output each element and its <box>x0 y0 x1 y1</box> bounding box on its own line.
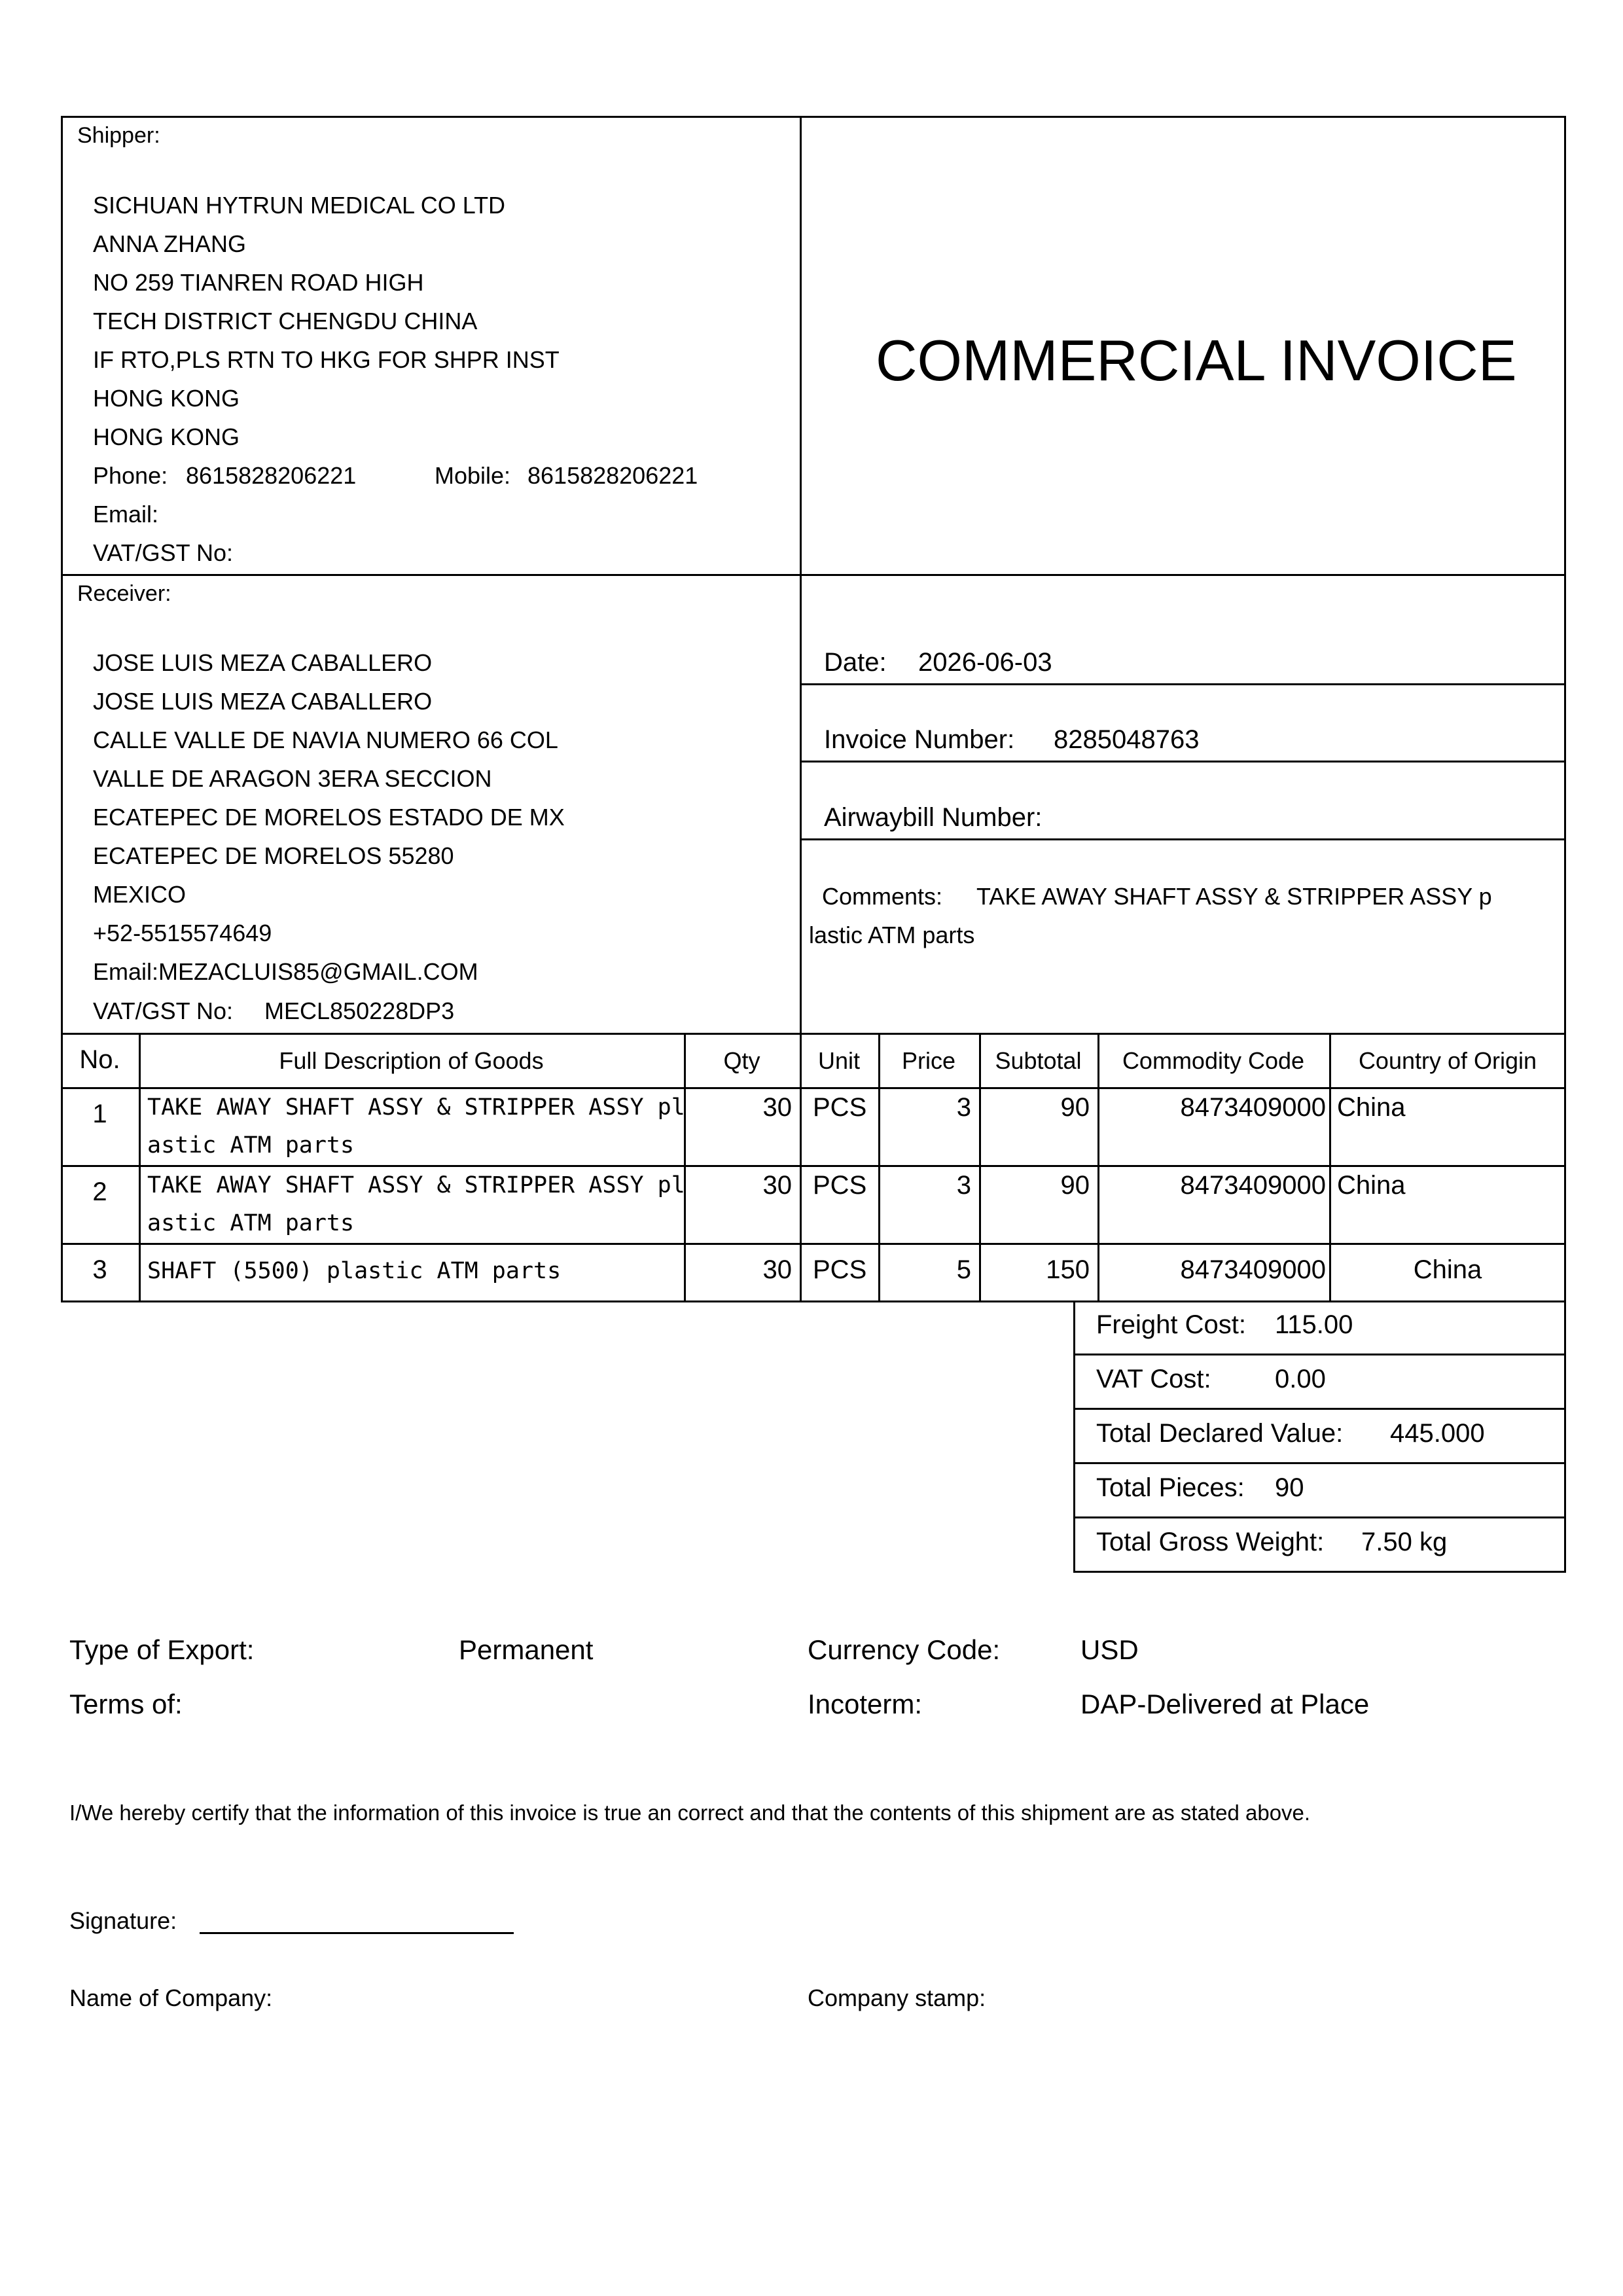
col-header-subtotal: Subtotal <box>995 1047 1082 1074</box>
signature-line[interactable] <box>200 1932 514 1934</box>
comments-line1: TAKE AWAY SHAFT ASSY & STRIPPER ASSY p <box>976 883 1492 910</box>
shipper-line: NO 259 TIANREN ROAD HIGH <box>93 269 424 296</box>
freight-cost: 115.00 <box>1275 1310 1353 1339</box>
shipper-line: SICHUAN HYTRUN MEDICAL CO LTD <box>93 192 506 219</box>
shipper-line: ANNA ZHANG <box>93 230 247 257</box>
col-header-price: Price <box>901 1047 956 1074</box>
shipper-label: Shipper: <box>77 123 160 148</box>
shipper-address <box>93 186 560 456</box>
total-pieces-label: Total Pieces: <box>1096 1473 1245 1502</box>
col-header-no: No. <box>79 1045 120 1074</box>
col-header-qty: Qty <box>723 1047 760 1074</box>
cell-no: 3 <box>92 1255 107 1284</box>
totals-divider <box>1073 1408 1566 1410</box>
cell-qty: 30 <box>762 1171 792 1200</box>
receiver-line: ECATEPEC DE MORELOS ESTADO DE MX <box>93 804 565 831</box>
table-header-bottom <box>61 1087 1566 1089</box>
terms-label: Terms of: <box>69 1689 183 1719</box>
totals-divider <box>1073 1462 1566 1464</box>
vat-cost-label: VAT Cost: <box>1096 1365 1211 1393</box>
cell-unit: PCS <box>813 1093 867 1122</box>
invoice-number: 8285048763 <box>1054 725 1200 754</box>
export-type-label: Type of Export: <box>69 1634 255 1665</box>
currency-code: USD <box>1080 1634 1139 1665</box>
cell-description-cont: astic ATM parts <box>147 1210 355 1236</box>
cell-origin: China <box>1337 1093 1406 1122</box>
totals-divider <box>1073 1516 1566 1518</box>
receiver-line: JOSE LUIS MEZA CABALLERO <box>93 688 433 715</box>
cell-subtotal: 90 <box>1060 1171 1090 1200</box>
shipper-receiver-divider <box>61 574 1566 576</box>
receiver-line: CALLE VALLE DE NAVIA NUMERO 66 COL <box>93 726 558 753</box>
freight-cost-label: Freight Cost: <box>1096 1310 1246 1339</box>
incoterm: DAP-Delivered at Place <box>1080 1689 1370 1719</box>
shipper-line: HONG KONG <box>93 385 240 412</box>
col-header-description: Full Description of Goods <box>279 1047 544 1074</box>
col-header-commodity-code: Commodity Code <box>1122 1047 1305 1074</box>
shipper-phone-label: Phone: <box>93 462 168 489</box>
invoice-number-label: Invoice Number: <box>824 725 1015 754</box>
cell-price: 3 <box>956 1171 971 1200</box>
certification-statement: I/We hereby certify that the information of this invoice is true an correct and that the contents of this shipment are as stated above. <box>69 1801 1311 1825</box>
cell-unit: PCS <box>813 1171 867 1200</box>
shipper-vat-label: VAT/GST No: <box>93 539 234 566</box>
col-header-unit: Unit <box>817 1047 861 1074</box>
table-top <box>61 1033 1566 1035</box>
company-name-label: Name of Company: <box>69 1984 273 2011</box>
cell-description: TAKE AWAY SHAFT ASSY & STRIPPER ASSY pl <box>147 1094 685 1121</box>
cell-origin: China <box>1337 1171 1406 1200</box>
vat-cost: 0.00 <box>1275 1365 1326 1393</box>
invoice-divider <box>800 761 1566 762</box>
signature-label: Signature: <box>69 1907 177 1934</box>
table-row2-bottom <box>61 1243 1566 1245</box>
shipper-phone: 8615828206221 <box>186 462 357 489</box>
cell-qty: 30 <box>762 1255 792 1284</box>
cell-price: 3 <box>956 1093 971 1122</box>
cell-qty: 30 <box>762 1093 792 1122</box>
totals-divider <box>1073 1354 1566 1355</box>
cell-commodity-code: 8473409000 <box>1180 1171 1326 1200</box>
receiver-vat: MECL850228DP3 <box>264 997 455 1024</box>
date-label: Date: <box>824 648 887 677</box>
shipper-mobile: 8615828206221 <box>527 462 698 489</box>
cell-description-cont: astic ATM parts <box>147 1132 355 1158</box>
cell-description: TAKE AWAY SHAFT ASSY & STRIPPER ASSY pl <box>147 1172 685 1198</box>
receiver-vat-label: VAT/GST No: <box>93 997 234 1024</box>
comments-label: Comments: <box>822 883 943 910</box>
company-stamp-label: Company stamp: <box>808 1984 986 2011</box>
page-title: COMMERCIAL INVOICE <box>876 328 1517 393</box>
col-header-origin: Country of Origin <box>1358 1047 1537 1074</box>
export-type: Permanent <box>459 1634 594 1665</box>
comments-line2: lastic ATM parts <box>809 922 975 948</box>
total-gross-weight-label: Total Gross Weight: <box>1096 1528 1325 1556</box>
cell-unit: PCS <box>813 1255 867 1284</box>
awb-divider <box>800 838 1566 840</box>
currency-code-label: Currency Code: <box>808 1634 1001 1665</box>
total-declared-value: 445.000 <box>1390 1419 1485 1448</box>
cell-commodity-code: 8473409000 <box>1180 1255 1326 1284</box>
cell-subtotal: 150 <box>1046 1255 1090 1284</box>
shipper-line: TECH DISTRICT CHENGDU CHINA <box>93 308 478 334</box>
receiver-label: Receiver: <box>77 581 171 606</box>
cell-commodity-code: 8473409000 <box>1180 1093 1326 1122</box>
receiver-line: Email:MEZACLUIS85@GMAIL.COM <box>93 958 478 985</box>
shipper-email-label: Email: <box>93 501 159 528</box>
table-row1-bottom <box>61 1165 1566 1167</box>
shipper-line: HONG KONG <box>93 423 240 450</box>
total-pieces: 90 <box>1275 1473 1304 1502</box>
cell-price: 5 <box>956 1255 971 1284</box>
total-gross-weight: 7.50 kg <box>1361 1528 1448 1556</box>
receiver-address <box>93 643 565 991</box>
receiver-line: VALLE DE ARAGON 3ERA SECCION <box>93 765 492 792</box>
total-declared-value-label: Total Declared Value: <box>1096 1419 1344 1448</box>
receiver-line: ECATEPEC DE MORELOS 55280 <box>93 842 454 869</box>
cell-no: 1 <box>92 1100 107 1128</box>
date-value: 2026-06-03 <box>918 648 1052 677</box>
shipper-line: IF RTO,PLS RTN TO HKG FOR SHPR INST <box>93 346 560 373</box>
cell-origin: China <box>1413 1255 1482 1284</box>
airwaybill-label: Airwaybill Number: <box>824 803 1043 832</box>
date-divider <box>800 683 1566 685</box>
cell-description: SHAFT (5500) plastic ATM parts <box>147 1258 562 1284</box>
cell-subtotal: 90 <box>1060 1093 1090 1122</box>
cell-no: 2 <box>92 1177 107 1206</box>
receiver-line: MEXICO <box>93 881 187 908</box>
incoterm-label: Incoterm: <box>808 1689 923 1719</box>
receiver-line: JOSE LUIS MEZA CABALLERO <box>93 649 433 676</box>
shipper-mobile-label: Mobile: <box>435 462 511 489</box>
receiver-line: +52-5515574649 <box>93 920 272 946</box>
